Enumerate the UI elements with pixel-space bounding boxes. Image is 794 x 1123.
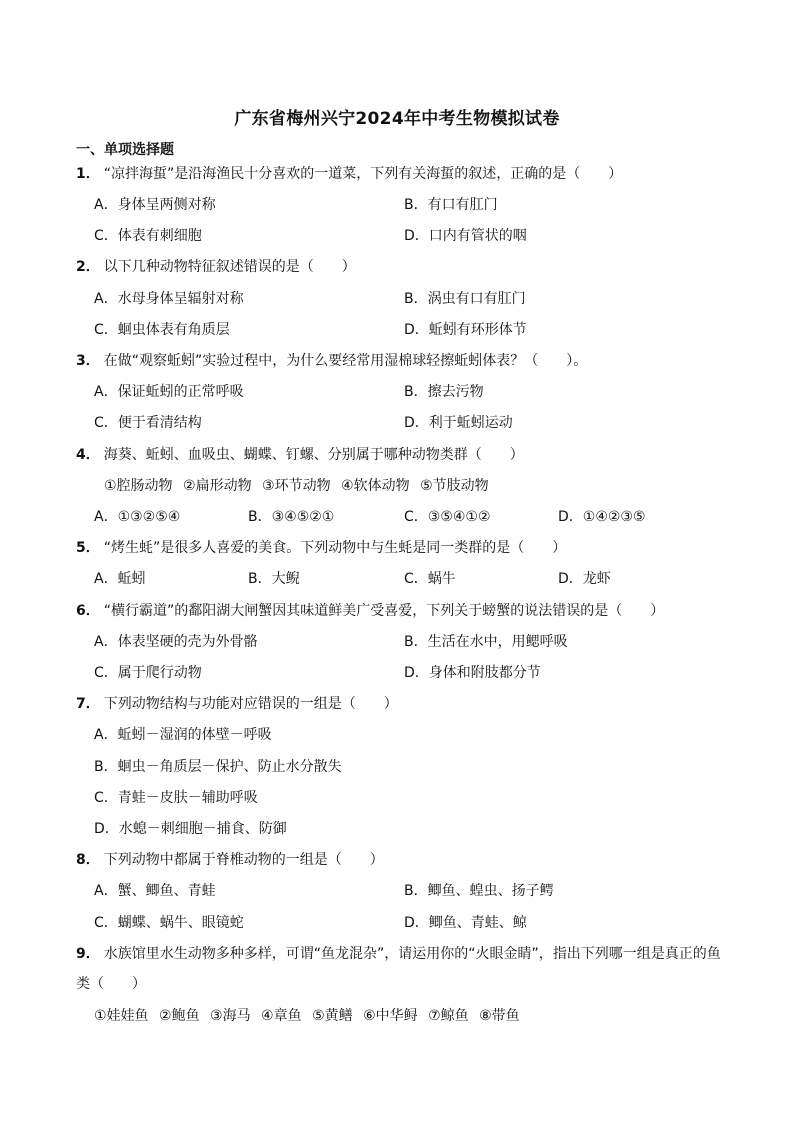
question-9 xyxy=(76,939,726,999)
q3-option-b: B．擦去污物 xyxy=(404,384,484,400)
q1-option-d: D．口内有管状的咽 xyxy=(404,228,527,244)
list-item: ②鲍鱼 xyxy=(159,1008,200,1024)
q5-option-c: C．蜗牛 xyxy=(404,571,456,587)
list-item: ⑧带鱼 xyxy=(479,1008,520,1024)
question-8 xyxy=(76,850,736,870)
q8-option-d: D．鲫鱼、青蛙、鲸 xyxy=(404,915,527,931)
q8-option-c: C．蝴蝶、蜗牛、眼镜蛇 xyxy=(94,915,244,931)
q6-option-a: A．体表坚硬的壳为外骨骼 xyxy=(94,634,258,650)
q7-option-d: D．水螅－刺细胞－捕食、防御 xyxy=(94,821,287,837)
question-number: 9． xyxy=(76,946,100,962)
section-heading: 一、单项选择题 xyxy=(76,142,174,158)
list-item: ①娃娃鱼 xyxy=(94,1008,149,1024)
q6-option-d: D．身体和附肢都分节 xyxy=(404,665,541,681)
question-5 xyxy=(76,538,736,558)
q4-option-c: C．③⑤④①② xyxy=(404,509,491,525)
question-number: 5． xyxy=(76,540,100,556)
question-6 xyxy=(76,601,736,621)
list-item: ④软体动物 xyxy=(341,478,410,494)
q7-option-a: A．蚯蚓－湿润的体壁－呼吸 xyxy=(94,727,272,743)
list-item: ⑥中华鲟 xyxy=(363,1008,418,1024)
question-number: 2． xyxy=(76,259,100,275)
q3-option-c: C．便于看清结构 xyxy=(94,415,202,431)
question-number: 3． xyxy=(76,353,100,369)
q7-option-b: B．蛔虫－角质层－保护、防止水分散失 xyxy=(94,759,342,775)
q2-option-b: B．涡虫有口有肛门 xyxy=(404,291,526,307)
exam-title: 广东省梅州兴宁2024年中考生物模拟试卷 xyxy=(234,109,560,129)
question-number: 8． xyxy=(76,852,100,868)
question-number: 1． xyxy=(76,166,100,182)
q6-option-b: B．生活在水中，用鳃呼吸 xyxy=(404,634,568,650)
q4-option-d: D．①④②③⑤ xyxy=(558,509,646,525)
question-1 xyxy=(76,164,736,184)
q6-option-c: C．属于爬行动物 xyxy=(94,665,202,681)
question-text: 下列动物结构与功能对应错误的一组是（ ） xyxy=(103,696,398,712)
q5-option-a: A．蚯蚓 xyxy=(94,571,146,587)
q8-option-b: B．鲫鱼、蝗虫、扬子鳄 xyxy=(404,883,554,899)
list-item: ②扁形动物 xyxy=(183,478,252,494)
q5-option-b: B．大鲵 xyxy=(248,571,300,587)
q2-option-d: D．蚯蚓有环形体节 xyxy=(404,322,527,338)
question-text: “凉拌海蜇”是沿海渔民十分喜欢的一道菜，下列有关海蜇的叙述，正确的是（ ） xyxy=(103,166,623,182)
q3-option-d: D．利于蚯蚓运动 xyxy=(404,415,513,431)
q2-option-c: C．蛔虫体表有角质层 xyxy=(94,322,230,338)
question-number: 4． xyxy=(76,447,100,463)
question-text: “横行霸道”的鄱阳湖大闸蟹因其味道鲜美广受喜爱，下列关于螃蟹的说法错误的是（ ） xyxy=(103,603,665,619)
q4-option-b: B．③④⑤②① xyxy=(248,509,335,525)
list-item: ③环节动物 xyxy=(262,478,331,494)
q8-option-a: A．蟹、鲫鱼、青蛙 xyxy=(94,883,216,899)
q4-option-a: A．①③②⑤④ xyxy=(94,509,181,525)
question-text: 在做“观察蚯蚓”实验过程中，为什么要经常用湿棉球轻擦蚯蚓体表？（ ）。 xyxy=(103,353,588,369)
question-text: 以下几种动物特征叙述错误的是（ ） xyxy=(103,259,356,275)
q2-option-a: A．水母身体呈辐射对称 xyxy=(94,291,244,307)
list-item: ①腔肠动物 xyxy=(104,478,173,494)
list-item: ③海马 xyxy=(210,1008,251,1024)
q1-option-a: A．身体呈两侧对称 xyxy=(94,197,216,213)
q1-option-c: C．体表有刺细胞 xyxy=(94,228,202,244)
q5-option-d: D．龙虾 xyxy=(558,571,611,587)
question-number: 6． xyxy=(76,603,100,619)
question-7 xyxy=(76,694,736,714)
q7-option-c: C．青蛙－皮肤－辅助呼吸 xyxy=(94,790,258,806)
question-2 xyxy=(76,257,736,277)
q4-item-list xyxy=(104,476,495,496)
list-item: ④章鱼 xyxy=(261,1008,302,1024)
q3-option-a: A．保证蚯蚓的正常呼吸 xyxy=(94,384,244,400)
question-4 xyxy=(76,445,736,465)
list-item: ⑤节肢动物 xyxy=(420,478,489,494)
question-3 xyxy=(76,351,736,371)
question-text: 水族馆里水生动物多种多样，可谓“鱼龙混杂”，请运用你的“火眼金睛”，指出下列哪一组是真正的鱼类（ ） xyxy=(76,946,721,992)
q1-option-b: B．有口有肛门 xyxy=(404,197,498,213)
question-text: “烤生蚝”是很多人喜爱的美食。下列动物中与生蚝是同一类群的是（ ） xyxy=(103,540,567,556)
question-number: 7． xyxy=(76,696,100,712)
question-text: 下列动物中都属于脊椎动物的一组是（ ） xyxy=(103,852,384,868)
q9-item-list xyxy=(94,1006,526,1026)
question-text: 海葵、蚯蚓、血吸虫、蝴蝶、钉螺、分别属于哪种动物类群（ ） xyxy=(103,447,524,463)
list-item: ⑤黄鳝 xyxy=(312,1008,353,1024)
list-item: ⑦鲸鱼 xyxy=(428,1008,469,1024)
